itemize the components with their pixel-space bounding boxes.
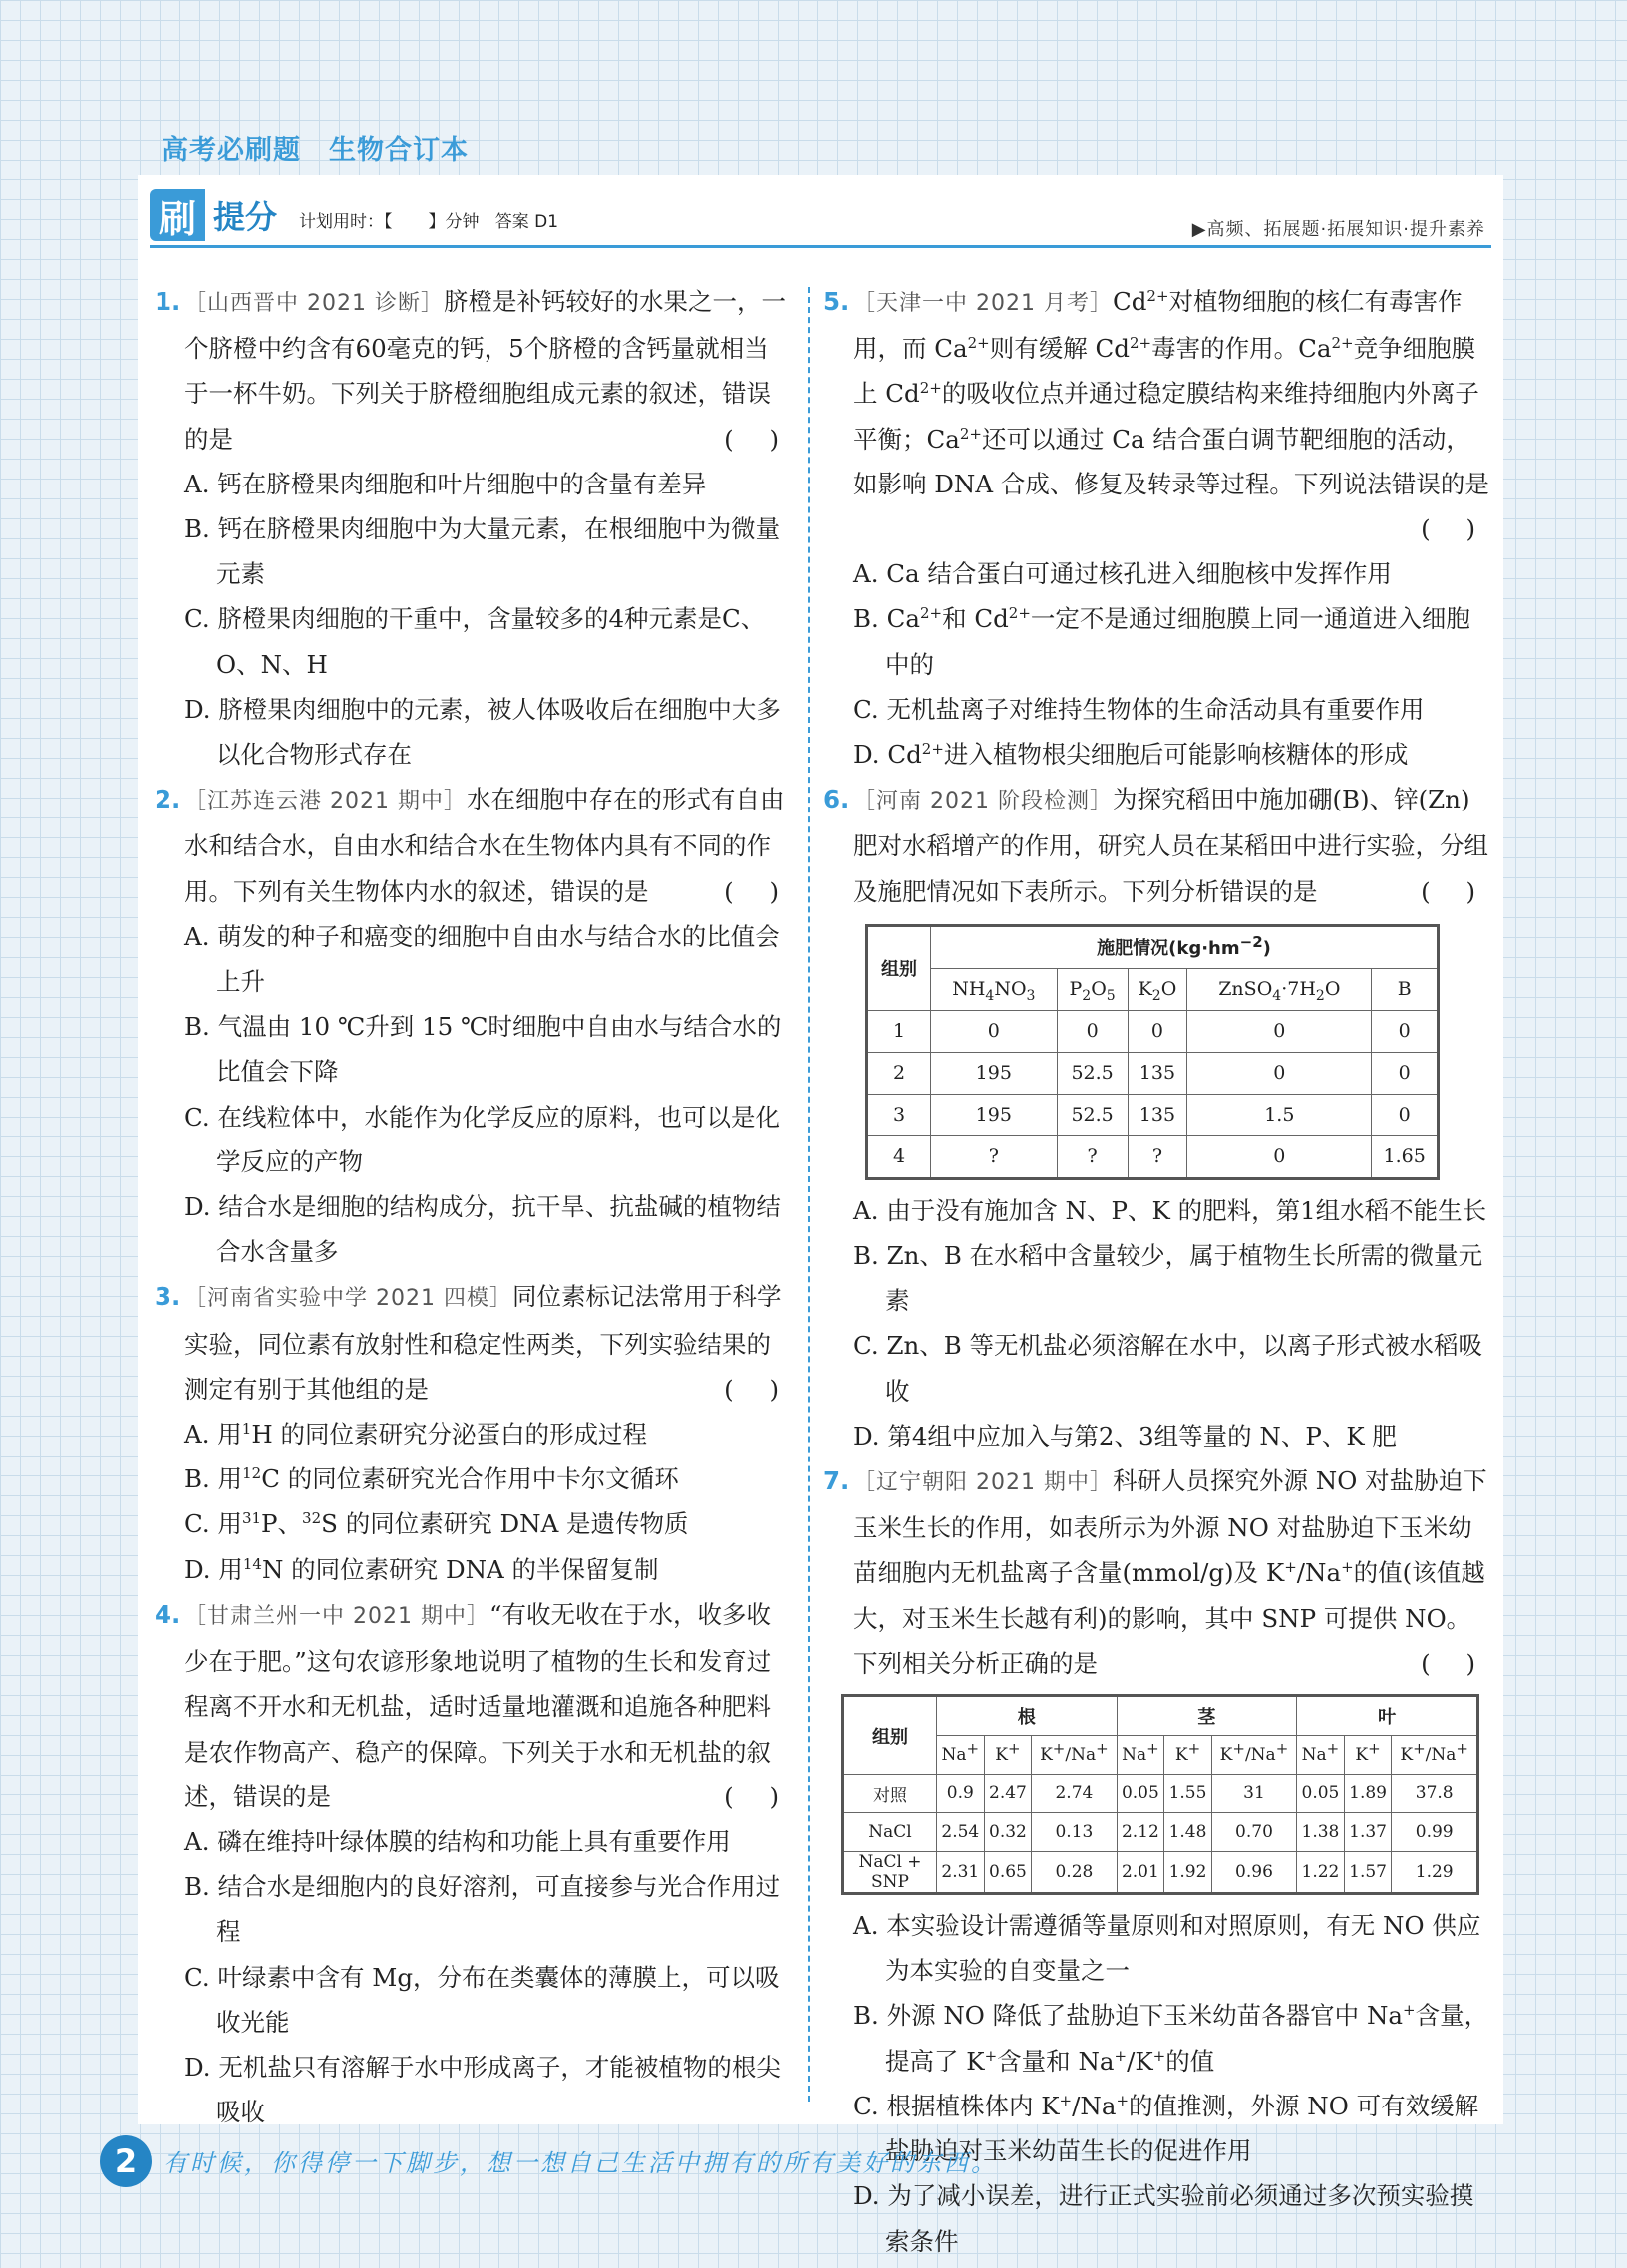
ion-charge: 2+ [967,334,990,353]
stem-text: Cd [1112,287,1147,316]
table-body [867,1010,1439,1178]
fertilizer-table [865,924,1440,1180]
question-number: 4. [155,1599,181,1629]
ion-charge: 2+ [921,739,944,758]
question-stem: 水在细胞中存在的形式有自由水和结合水，自由水和结合水在生物体内具有不同的作用。下列有关生物体内水的叙述，错误的是 [184,785,785,906]
col-na: Na+ [1297,1736,1345,1775]
value-cell: 135 [1128,1094,1187,1135]
value-cell: 0 [1128,1010,1187,1052]
table-row [867,1010,1439,1052]
question-stem [853,287,1489,498]
ion-charge: 2+ [919,379,942,398]
option-text: N 的同位素研究 DNA 的半保留复制 [261,1554,659,1584]
value-cell: 0.9 [937,1775,985,1813]
col-k2o: $K_2O$ [1128,968,1187,1010]
option-b: B. 气温由 10 ℃升到 15 ℃时细胞中自由水与结合水的比值会下降 [184,1012,782,1087]
question-source: ［河南 2021 阶段检测］ [853,789,1113,814]
ion-charge: + [1403,2001,1416,2020]
group-cell: 2 [867,1052,931,1094]
value-cell: 0.28 [1032,1852,1117,1894]
ion-charge: + [1284,1558,1297,1577]
question-stem: 为探究稻田中施加硼(B)、锌(Zn)肥对水稻增产的作用，研究人员在某稻田中进行实验，分组及施肥情况如下表所示。下列分析错误的是 [853,785,1488,906]
section-tags: ▶高频、拓展题·拓展知识·提升素养 [1191,219,1485,240]
option-text: 含量，提高了 K [885,2001,1489,2076]
option-d: D. 脐橙果肉细胞中的元素，被人体吸收后在细胞中大多以化合物形式存在 [184,694,781,770]
col-na: Na+ [937,1736,985,1775]
option-c: C. 在线粒体中，水能作为化学反应的原料，也可以是化学反应的产物 [184,1102,780,1176]
ion-table [841,1694,1479,1895]
value-cell: 1.22 [1297,1852,1345,1894]
section-badge [150,189,287,241]
table-header-leaf: 叶 [1297,1696,1478,1736]
option-text: B. 外源 NO 降低了盐胁迫下玉米幼苗各器官中 Na [853,2001,1404,2031]
value-cell: 0.32 [984,1813,1032,1852]
option-b: B. Zn、B 在水稻中含量较少，属于植物生长所需的微量元素 [853,1241,1483,1316]
isotope-mass: 32 [302,1509,322,1528]
question-source: ［河南省实验中学 2021 四模］ [184,1286,512,1312]
value-cell: 1.57 [1344,1852,1392,1894]
badge-text: 提分 [213,198,278,236]
question-4 [155,1592,793,2134]
question-number: 2. [155,785,181,814]
value-cell: 0.13 [1032,1813,1117,1852]
footer-quote: 有时候，你得停一下脚步，想一想自己生活中拥有的所有美好的东西。 [163,2149,998,2177]
table-header-main [931,925,1439,968]
option-a: A. 钙在脐橙果肉细胞和叶片细胞中的含量有差异 [184,469,707,498]
answer-blank[interactable]: ( ) [724,1782,793,1811]
col-ratio: K+/Na+ [1032,1736,1117,1775]
ion-charge: + [1116,2091,1130,2109]
value-cell: 1.37 [1344,1813,1392,1852]
option-c: C. 无机盐离子对维持生物体的生命活动具有重要作用 [853,694,1425,724]
col-ratio: K+/Na+ [1392,1736,1478,1775]
table-header-stem: 茎 [1117,1696,1297,1736]
value-cell: 0 [1187,1052,1372,1094]
value-cell: 0.05 [1117,1775,1164,1813]
page-number: 2 [100,2135,152,2187]
option-b: B. 钙在脐橙果肉细胞中为大量元素，在根细胞中为微量元素 [184,514,781,589]
stem-text: 毒害的作用。Ca [1151,334,1332,364]
option-text: D. 用 [184,1554,243,1584]
value-cell: 0 [1372,1052,1439,1094]
table-row [843,1775,1478,1813]
option-a: A. 由于没有施加含 N、P、K 的肥料，第1组水稻不能生长 [853,1195,1487,1225]
table-row [867,1052,1439,1094]
option-text: A. 用 [184,1420,242,1450]
stem-text: 科研人员探究外源 NO 对盐胁迫下玉米生长的作用，如表所示为外源 NO 对盐胁迫下玉米幼苗细胞内无机盐离子含量(mmol/g)及 K [853,1466,1487,1588]
ion-charge: 2+ [919,604,943,623]
group-cell: 4 [867,1135,931,1178]
stem-text: 对植物细胞的核仁有毒害作用，而 Ca [853,287,1463,364]
stem-text: 还可以通过 Ca 结合蛋白调节靶细胞的活动，如影响 DNA 合成、修复及转录等过程。下列说法错误的是 [853,424,1489,498]
option-text: /Na [1072,2091,1117,2120]
col-k: K+ [1344,1736,1392,1775]
isotope-mass: 14 [242,1554,262,1573]
col-b: B [1372,968,1439,1010]
table-header-root: 根 [937,1696,1118,1736]
value-cell: 0 [1187,1135,1372,1178]
question-stem: 脐橙是补钙较好的水果之一，一个脐橙中约含有60毫克的钙，5个脐橙的含钙量就相当于一杯牛奶。下列关于脐橙细胞组成元素的叙述，错误的是 [184,287,786,454]
option-text: B. Ca [853,604,920,634]
option-text: /K [1127,2046,1153,2076]
ion-charge: + [984,2046,998,2065]
value-cell: 1.48 [1164,1813,1212,1852]
value-cell: 0 [1372,1010,1439,1052]
table-body [843,1775,1478,1894]
table-row [843,1852,1478,1894]
option-text: C. 根据植株体内 K [853,2091,1060,2120]
ion-charge: + [1341,1558,1354,1577]
option-d: D. 无机盐只有溶解于水中形成离子，才能被植物的根尖吸收 [184,2052,781,2127]
answer-blank[interactable]: ( ) [724,424,793,454]
question-source: ［江苏连云港 2021 期中］ [184,789,467,814]
stem-text: 则有缓解 Cd [989,334,1130,364]
value-cell: 2.31 [937,1852,985,1894]
question-3 [155,1274,793,1591]
table-row [843,1813,1478,1852]
option-text: 进入植物根尖细胞后可能影响核糖体的形成 [943,740,1409,770]
value-cell: 195 [931,1052,1058,1094]
answer-blank[interactable]: ( ) [1421,1648,1489,1678]
option-c [184,1501,793,1546]
option-text: C. 用 [184,1509,242,1539]
value-cell: 0.70 [1211,1813,1296,1852]
value-cell: 1.29 [1392,1852,1478,1894]
table-subheader [843,1736,1478,1775]
isotope-mass: 12 [242,1464,262,1483]
option-b: B. 结合水是细胞内的良好溶剂，可直接参与光合作用过程 [184,1872,781,1947]
value-cell: 1.65 [1372,1135,1439,1178]
value-cell: 2.01 [1117,1852,1164,1894]
question-source: ［天津一中 2021 月考］ [853,291,1113,316]
col-k: K+ [1164,1736,1212,1775]
question-number: 3. [155,1282,181,1312]
ion-charge: 2+ [1331,334,1354,353]
value-cell: 1.5 [1187,1094,1372,1135]
option-text: D. Cd [853,740,922,770]
option-b [853,596,1489,686]
value-cell: 0.65 [984,1852,1032,1894]
value-cell: 0 [1187,1010,1372,1052]
option-text: P、 [261,1509,303,1539]
question-6 [823,777,1489,1458]
header-exponent: −2 [1239,933,1263,952]
value-cell: 195 [931,1094,1058,1135]
ion-charge: + [1152,2046,1166,2065]
stem-text: 的值(该值越大，对玉米生长越有利)的影响，其中 SNP 可提供 NO。下列相关分析正确的是 [853,1558,1485,1678]
option-d [853,732,1489,777]
question-stem: 同位素标记法常用于科学实验，同位素有放射性和稳定性两类，下列实验结果的测定有别于其他组的是 [184,1282,782,1404]
question-2 [155,777,793,1274]
ion-charge: 2+ [1008,604,1031,623]
answer-blank[interactable]: ( ) [724,1374,793,1404]
value-cell: ? [931,1135,1058,1178]
option-c: C. 叶绿素中含有 Mg，分布在类囊体的薄膜上，可以吸收光能 [184,1962,780,2037]
question-stem [853,1466,1487,1678]
ion-charge: + [1059,2091,1073,2109]
col-k: K+ [984,1736,1032,1775]
value-cell: 1.92 [1164,1852,1212,1894]
answer-blank[interactable]: ( ) [1421,876,1489,906]
right-column [823,279,1489,2264]
answer-blank[interactable]: ( ) [1421,514,1489,544]
value-cell: 52.5 [1057,1052,1128,1094]
option-c: C. Zn、B 等无机盐必须溶解在水中，以离子形式被水稻吸收 [853,1331,1483,1406]
isotope-mass: 1 [241,1419,252,1438]
book-series: 高考必刷题 [162,135,301,165]
col-p2o5: $P_2O_5$ [1057,968,1128,1010]
plan-time [299,207,558,232]
value-cell: 1.55 [1164,1775,1212,1813]
value-cell: 0 [931,1010,1058,1052]
option-a: A. 磷在维持叶绿体膜的结构和功能上具有重要作用 [184,1826,731,1856]
value-cell: 0 [1057,1010,1128,1052]
col-na: Na+ [1117,1736,1164,1775]
value-cell: 135 [1128,1052,1187,1094]
group-cell: 1 [867,1010,931,1052]
value-cell: 2.54 [937,1813,985,1852]
col-nh4no3: $NH_4NO_3$ [931,968,1058,1010]
option-text: 的值 [1165,2046,1215,2076]
option-b [853,1993,1489,2083]
ion-charge: 2+ [1146,286,1169,305]
value-cell: 37.8 [1392,1775,1478,1813]
option-a: A. 本实验设计需遵循等量原则和对照原则，有无 NO 供应为本实验的自变量之一 [853,1911,1481,1986]
group-cell: NaCl [843,1813,937,1852]
group-cell: 3 [867,1094,931,1135]
isotope-mass: 31 [241,1509,262,1528]
value-cell: ? [1057,1135,1128,1178]
header-text: 施肥情况(kg·hm [1097,938,1240,960]
option-a [184,1412,793,1457]
value-cell: 2.47 [984,1775,1032,1813]
table-row [867,1135,1439,1178]
option-b [184,1457,793,1501]
col-ratio: K+/Na+ [1211,1736,1296,1775]
option-a: A. 萌发的种子和癌变的细胞中自由水与结合水的比值会上升 [184,921,780,997]
option-text: 含量和 Na [997,2046,1115,2076]
option-d [184,1547,793,1592]
group-cell: NaCl + SNP [843,1852,937,1894]
option-text: S 的同位素研究 DNA 是遗传物质 [321,1509,689,1539]
plan-label: 计划用时：【 [299,212,393,232]
left-column [155,279,793,2134]
option-a: A. Ca 结合蛋白可通过核孔进入细胞核中发挥作用 [853,559,1392,589]
value-cell: 2.74 [1032,1775,1117,1813]
table-header-group: 组别 [843,1696,937,1775]
question-5 [823,279,1489,777]
option-text: C 的同位素研究光合作用中卡尔文循环 [261,1464,679,1494]
question-number: 5. [823,287,850,316]
stem-text: 竞争细胞膜上 Cd [853,334,1476,409]
value-cell: 1.89 [1344,1775,1392,1813]
ion-charge: 2+ [959,424,982,443]
option-d: D. 为了减小误差，进行正式实验前必须通过多次预实验摸索条件 [853,2181,1474,2256]
badge-char: 刷 [150,189,205,241]
option-text: B. 用 [184,1464,243,1494]
question-number: 6. [823,785,850,814]
stem-text: 的吸收位点并通过稳定膜结构来维持细胞内外离子平衡；Ca [853,379,1479,454]
answer-ref: 答案 D1 [494,212,559,232]
question-source: ［山西晋中 2021 诊断］ [184,291,444,316]
book-subject: 生物合订本 [329,135,469,165]
ion-charge: 2+ [1129,334,1152,353]
value-cell: 31 [1211,1775,1296,1813]
question-source: ［辽宁朝阳 2021 期中］ [853,1470,1113,1496]
stem-text: /Na [1296,1558,1342,1588]
value-cell: 0 [1372,1094,1439,1135]
value-cell: ? [1128,1135,1187,1178]
value-cell: 0.05 [1297,1775,1345,1813]
column-divider [808,287,810,2102]
table-row [867,1094,1439,1135]
option-c: C. 脐橙果肉细胞的干重中，含量较多的4种元素是C、O、N、H [184,604,766,679]
header-text: ) [1262,938,1271,960]
option-text: H 的同位素研究分泌蛋白的形成过程 [251,1420,647,1450]
group-cell: 对照 [843,1775,937,1813]
question-1 [155,279,793,777]
plan-mid: 】分钟 [428,212,480,232]
option-text: 和 Cd [942,604,1009,634]
option-text: 的值推测，外源 NO 可有效缓解盐胁迫对玉米幼苗生长的促进作用 [885,2091,1479,2166]
option-text: 一定不是通过细胞膜上同一通道进入细胞中的 [885,604,1470,679]
value-cell: 52.5 [1057,1094,1128,1135]
question-number: 1. [155,287,181,316]
question-number: 7. [823,1466,850,1496]
value-cell: 1.38 [1297,1813,1345,1852]
question-stem: “有收无收在于水，收多收少在于肥。”这句农谚形象地说明了植物的生长和发育过程离不开水和无机盐，适时适量地灌溉和追施各种肥料是农作物高产、稳产的保障。下列关于水和无机盐的叙述，错误的是 [184,1599,772,1811]
answer-blank[interactable]: ( ) [724,876,793,906]
value-cell: 0.96 [1211,1852,1296,1894]
col-znso4: $ZnSO_4\cdot 7H_2O$ [1187,968,1372,1010]
option-d: D. 结合水是细胞的结构成分，抗干旱、抗盐碱的植物结合水含量多 [184,1192,781,1267]
value-cell: 2.12 [1117,1813,1164,1852]
option-d: D. 第4组中应加入与第2、3组等量的 N、P、K 肥 [853,1421,1397,1451]
ion-charge: + [1114,2046,1128,2065]
section-header [150,189,1491,248]
book-title [162,128,469,166]
value-cell: 0.99 [1392,1813,1478,1852]
question-source: ［甘肃兰州一中 2021 期中］ [184,1603,489,1629]
table-header-group: 组别 [867,925,931,1010]
